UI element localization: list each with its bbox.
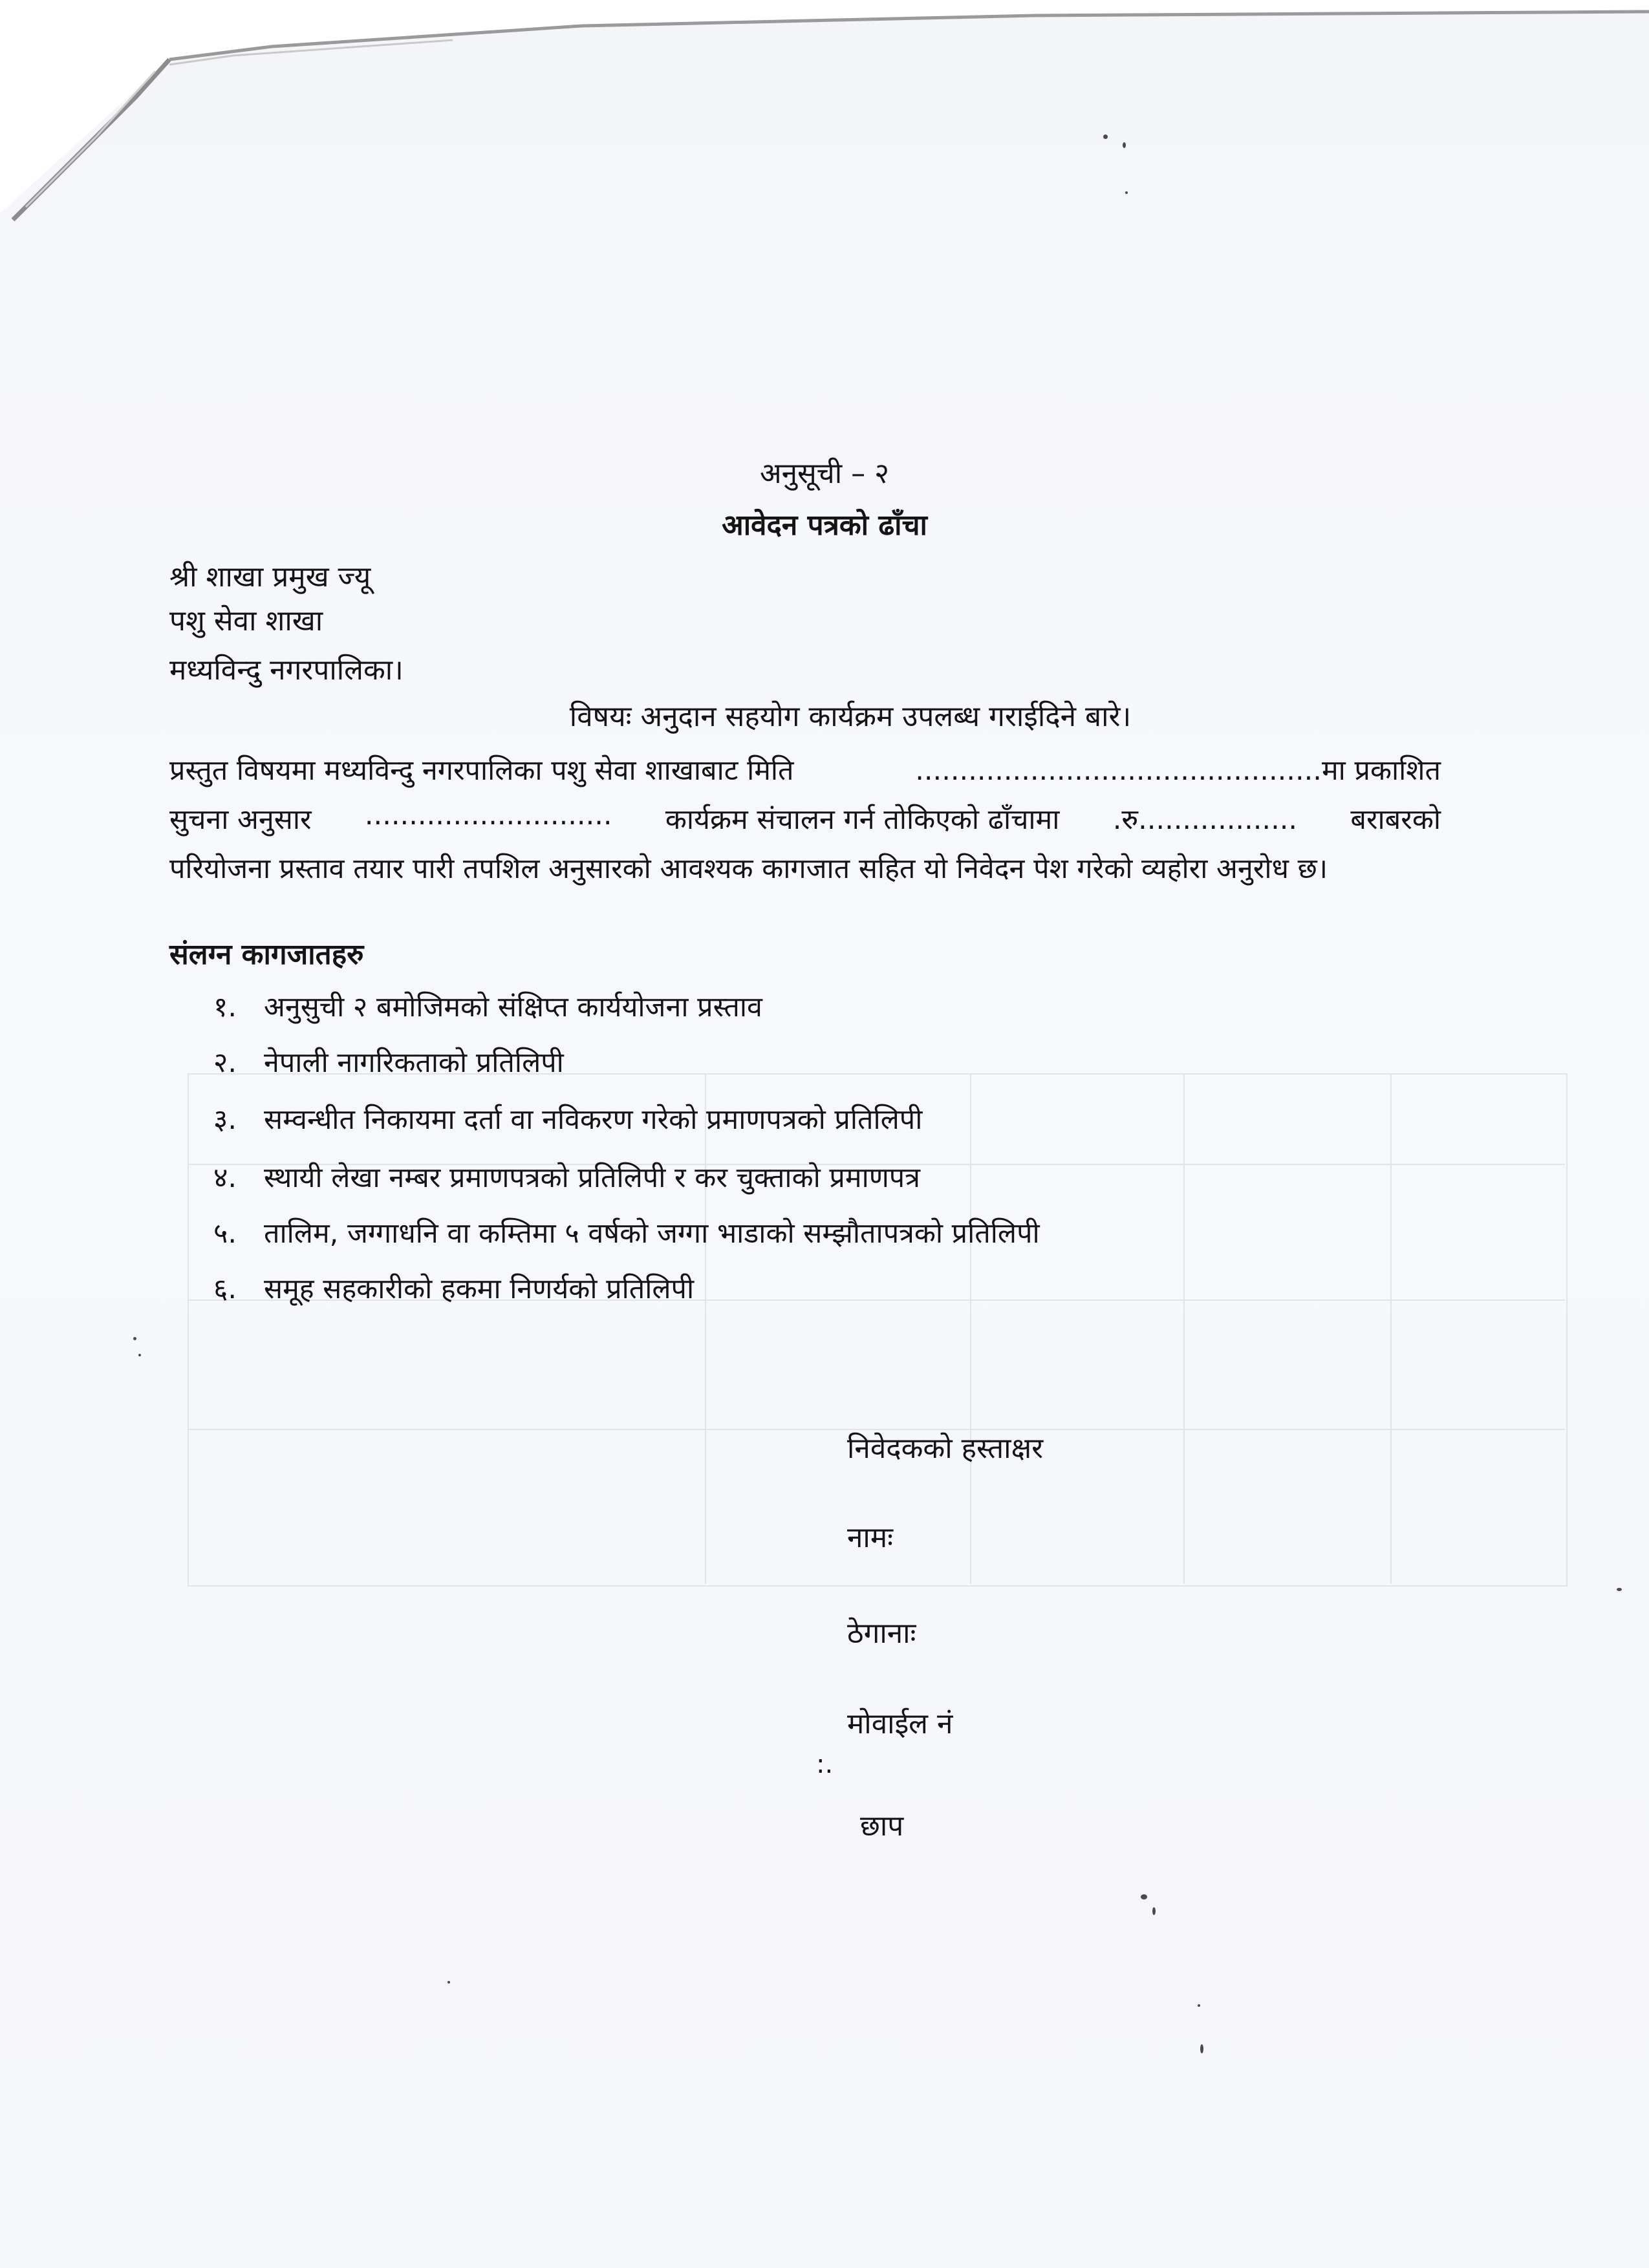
- attachment-item: [213, 987, 762, 1025]
- attachment-number: १.: [213, 991, 237, 1023]
- signature-label: निवेदकको हस्ताक्षर: [847, 1432, 1044, 1465]
- attachment-item: [213, 1157, 920, 1195]
- scan-speck: [138, 1354, 141, 1356]
- body-text: बराबरको: [1350, 804, 1441, 836]
- attachment-text: अनुसुची २ बमोजिमको संक्षिप्त कार्ययोजना प्रस्ताव: [264, 991, 762, 1023]
- body-text: सुचना अनुसार: [169, 804, 312, 836]
- bleed-through-table: [188, 1073, 1568, 1587]
- stamp-label: छाप: [860, 1810, 904, 1843]
- body-line-1: [169, 750, 1441, 788]
- body-text: कार्यक्रम संचालन गर्न तोकिएको ढाँचामा: [665, 804, 1060, 836]
- attachment-item: [213, 1268, 694, 1307]
- scan-speck: [1123, 142, 1126, 148]
- attachment-item: [213, 1213, 1040, 1251]
- scan-speck: [133, 1337, 136, 1340]
- scan-speck: [1198, 2004, 1200, 2007]
- annex-label: अनुसूची – २: [760, 457, 889, 490]
- scan-speck: [1617, 1588, 1622, 1591]
- scan-speck: [1152, 1907, 1156, 1915]
- colon-mark: :.: [816, 1749, 834, 1779]
- attachments-heading: संलग्न कागजातहरु: [169, 938, 364, 971]
- page-fold-shadow: [0, 0, 1649, 272]
- subject-line: विषयः अनुदान सहयोग कार्यक्रम उपलब्ध गराईदिने बारे।: [569, 700, 1132, 733]
- attachment-number: ३.: [213, 1104, 237, 1136]
- amount-fill-line: .रु..................: [1112, 804, 1298, 836]
- address-label: ठेगानाः: [847, 1617, 916, 1650]
- attachment-number: ६.: [213, 1273, 237, 1305]
- bleed-through-line: [705, 1073, 706, 1584]
- scan-speck: [1141, 1894, 1147, 1899]
- bleed-through-line: [970, 1073, 971, 1584]
- bleed-through-line: [1390, 1073, 1392, 1584]
- addressee-line: पशु सेवा शाखा: [169, 604, 323, 637]
- scan-speck: [1103, 134, 1108, 139]
- attachment-number: २.: [213, 1047, 237, 1079]
- name-label: नामः: [847, 1521, 894, 1554]
- attachment-item: [213, 1099, 922, 1137]
- body-line-3: परियोजना प्रस्ताव तयार पारी तपशिल अनुसारको आवश्यक कागजात सहित यो निवेदन पेश गरेको व्यहोरा अनुरोध छ।: [169, 853, 1328, 885]
- attachment-text: समूह सहकारीको हकमा निणर्यको प्रतिलिपी: [264, 1273, 695, 1305]
- body-text: प्रस्तुत विषयमा मध्यविन्दु नगरपालिका पशु सेवा शाखाबाट मिति: [169, 754, 794, 787]
- mobile-label: मोवाईल नं: [847, 1707, 953, 1740]
- scan-speck: [1125, 191, 1128, 194]
- addressee-line: श्री शाखा प्रमुख ज्यू: [169, 561, 371, 594]
- attachment-item: [213, 1042, 564, 1080]
- attachment-text: सम्वन्धीत निकायमा दर्ता वा नविकरण गरेको प्रमाणपत्रको प्रतिलिपी: [264, 1104, 923, 1136]
- addressee-line: मध्यविन्दु नगरपालिका।: [169, 654, 404, 687]
- attachment-number: ४.: [213, 1162, 237, 1194]
- body-line-2: [169, 799, 1441, 837]
- scan-speck: [447, 1981, 450, 1984]
- form-title: आवेदन पत्रको ढाँचा: [722, 509, 927, 542]
- date-fill-line: ..............................................: [915, 754, 1322, 787]
- bleed-through-text: [563, 569, 570, 595]
- bleed-through-line: [1183, 1073, 1185, 1584]
- program-fill-line: ............................: [364, 799, 612, 831]
- date-blank: [915, 750, 1441, 788]
- attachment-number: ५.: [213, 1217, 237, 1250]
- attachment-text: तालिम, जग्गाधनि वा कम्तिमा ५ वर्षको जग्गा भाडाको सम्झौतापत्रको प्रतिलिपी: [264, 1217, 1040, 1250]
- body-text: मा प्रकाशित: [1321, 754, 1441, 787]
- attachment-text: नेपाली नागरिकताको प्रतिलिपी: [264, 1047, 564, 1079]
- scan-speck: [1200, 2044, 1203, 2053]
- attachment-text: स्थायी लेखा नम्बर प्रमाणपत्रको प्रतिलिपी र कर चुक्ताको प्रमाणपत्र: [264, 1162, 920, 1194]
